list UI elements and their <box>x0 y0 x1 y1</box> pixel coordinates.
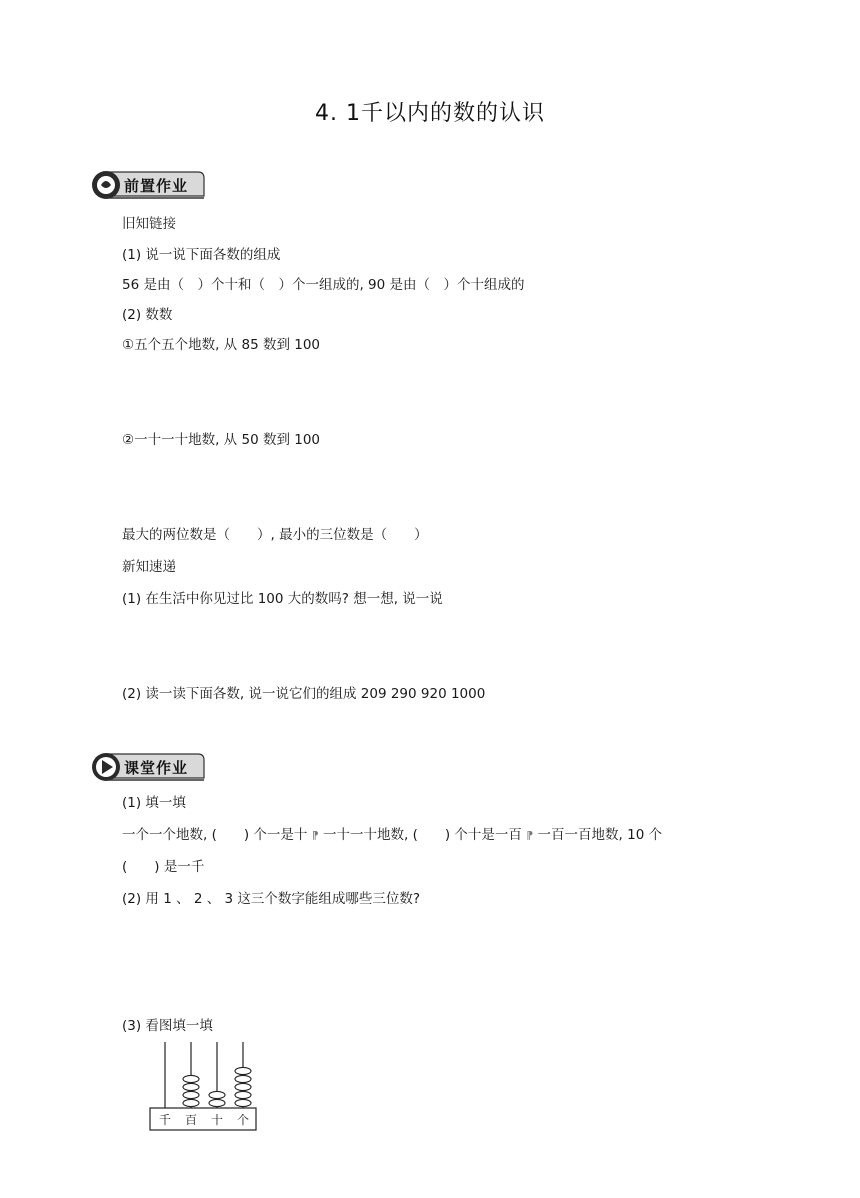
abacus-place-label: 千 <box>158 1113 172 1127</box>
new-knowledge-heading: 新知速递 <box>122 559 176 575</box>
abacus-bead <box>209 1091 225 1098</box>
count-tens-text: 一十一十地数, ( ) 个十是一百 <box>323 827 522 843</box>
abacus-bead <box>235 1075 251 1082</box>
abacus-place-label: 个 <box>236 1113 250 1127</box>
class-question-1: (1) 填一填 <box>122 795 186 811</box>
count-hundreds-text: 一百一百地数, 10 个 <box>537 827 663 843</box>
hand-mark: ⁋ <box>526 829 534 842</box>
class-question-3: (3) 看图填一填 <box>122 1018 213 1034</box>
section-header-class <box>90 750 210 784</box>
page-title: 4. 1千以内的数的认识 <box>315 101 545 126</box>
abacus-bead <box>235 1091 251 1098</box>
new-question-2: (2) 读一读下面各数, 说一说它们的组成 209 290 920 1000 <box>122 686 486 702</box>
hand-mark: ⁋ <box>311 829 319 842</box>
section-label: 前置作业 <box>124 177 189 195</box>
question-1: (1) 说一说下面各数的组成 <box>122 247 281 263</box>
question-2a: ①五个五个地数, 从 85 数到 100 <box>122 337 321 353</box>
section-header-preview <box>90 168 210 202</box>
abacus-bead <box>235 1067 251 1074</box>
abacus-bead <box>235 1083 251 1090</box>
question-3: 最大的两位数是（ ）, 最小的三位数是（ ） <box>122 527 428 543</box>
question-2b: ②一十一十地数, 从 50 数到 100 <box>122 432 321 448</box>
class-question-1-line2: ( ) 是一千 <box>122 859 205 875</box>
section-label: 课堂作业 <box>124 759 189 777</box>
abacus-figure <box>148 1040 260 1134</box>
abacus-bead <box>183 1083 199 1090</box>
old-knowledge-heading: 旧知链接 <box>122 216 176 232</box>
count-ones-text: 一个一个地数, ( ) 个一是十 <box>122 827 308 843</box>
abacus-place-label: 百 <box>184 1113 198 1127</box>
abacus-bead <box>183 1091 199 1098</box>
question-1-line: 56 是由（ ）个十和（ ）个一组成的, 90 是由（ ）个十组成的 <box>122 277 525 293</box>
abacus-place-label: 十 <box>210 1113 224 1127</box>
abacus-bead <box>235 1099 251 1106</box>
class-question-2: (2) 用 1 、 2 、 3 这三个数字能组成哪些三位数? <box>122 891 421 907</box>
new-question-1: (1) 在生活中你见过比 100 大的数吗? 想一想, 说一说 <box>122 591 443 607</box>
abacus-bead <box>209 1099 225 1106</box>
abacus-bead <box>183 1075 199 1082</box>
class-question-1-line <box>122 826 662 845</box>
question-2: (2) 数数 <box>122 307 173 323</box>
abacus-bead <box>183 1099 199 1106</box>
